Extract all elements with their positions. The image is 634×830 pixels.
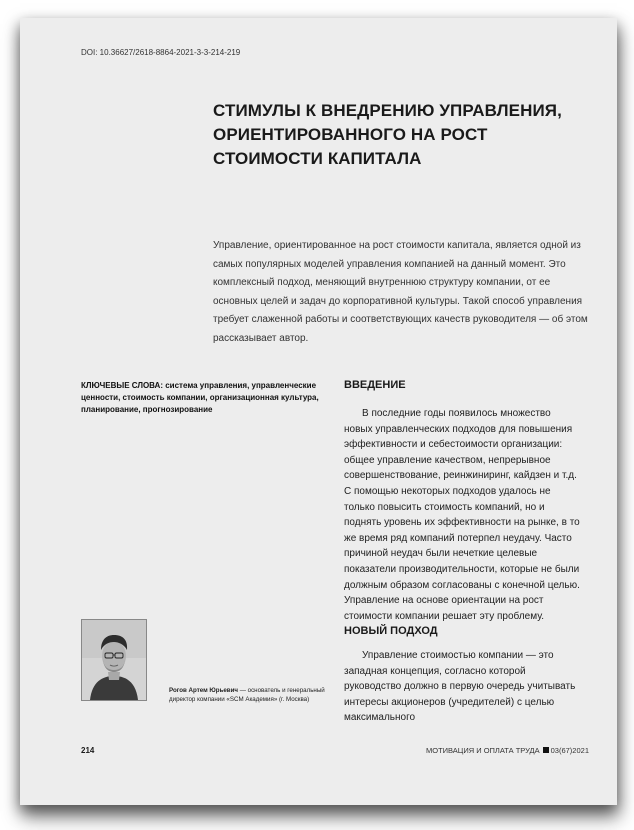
author-photo [81, 619, 147, 701]
keywords-block [81, 380, 321, 416]
doi: DOI: 10.36627/2618-8864-2021-3-3-214-219 [81, 48, 241, 57]
author-name: Рогов Артем Юрьевич [169, 687, 239, 694]
footer-journal [426, 746, 589, 755]
section-heading-new-approach: НОВЫЙ ПОДХОД [344, 625, 438, 637]
journal-name: МОТИВАЦИЯ И ОПЛАТА ТРУДА [425, 746, 540, 755]
journal-page [20, 18, 617, 805]
journal-issue: 03(67)2021 [550, 746, 589, 755]
new-approach-paragraph: Управление стоимостью компании — это западная концепция, согласно которой руководство должно в первую очередь учитывать интересы акционеров (учредителей) с целью максимального [344, 650, 576, 724]
abstract: Управление, ориентированное на рост стоимости капитала, является одной из самых популярных моделей управления компанией на данный момент. Это комплексный подход, меняющий внутреннюю структуру компании, от ее основных целей и задач до корпоративной культуры. Такой способ управления требует слаженной работы и соответствующих качеств руководителя — об этом рассказывает автор. [213, 240, 588, 344]
keywords-label: КЛЮЧЕВЫЕ СЛОВА: [81, 381, 163, 390]
page-number: 214 [81, 746, 95, 755]
keywords-text: система управления, управленческие ценности, стоимость компании, организационная культура, планирование, прогнозирование [81, 381, 319, 414]
author-caption [169, 686, 339, 704]
section-body-new-approach [344, 648, 582, 726]
section-body-intro [344, 406, 582, 624]
article-title: СТИМУЛЫ К ВНЕДРЕНИЮ УПРАВЛЕНИЯ, ОРИЕНТИРОВАННОГО НА РОСТ СТОИМОСТИ КАПИТАЛА [213, 101, 562, 168]
author-portrait-image [82, 620, 146, 700]
intro-paragraph: В последние годы появилось множество новых управленческих подходов для повышения эффективности и себестоимости организации: общее управление качеством, непрерывное совершенствование, реинжиниринг, кайдзен и т.д. С помощью некоторых подходов удалось не только повысить стоимость компаний, но и поднять уровень их эффективности на рынке, в то же время ряд компаний потерпел неудачу. Часто причиной неудач были нечеткие целевые показатели производительности, которые не были должным образом согласованы с конечной целью. Управление на основе ориентации на рост стоимости компании решает эту проблему. [344, 408, 580, 622]
square-separator-icon [543, 747, 549, 753]
author-description: — основатель и генеральный директор компании «SCM Академия» (г. Москва) [169, 687, 325, 703]
section-heading-intro: ВВЕДЕНИЕ [344, 379, 406, 391]
